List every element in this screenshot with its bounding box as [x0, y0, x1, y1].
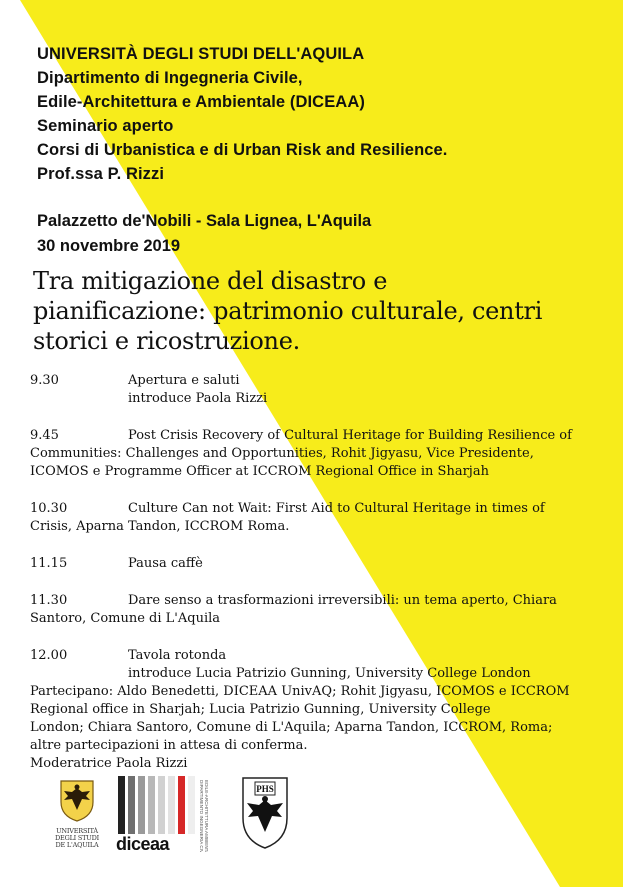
program-text: Tavola rotonda	[128, 648, 227, 663]
program-text: Crisis, Aparna Tandon, ICCROM Roma.	[30, 519, 290, 534]
univaq-logo-text: UNIVERSITÀ	[56, 827, 98, 835]
venue-date: 30 novembre 2019	[37, 237, 181, 255]
venue-block	[37, 209, 371, 259]
title-line: pianificazione: patrimonio culturale, centri	[33, 297, 543, 325]
program-text: Dare senso a trasformazioni irreversibili: un tema aperto, Chiara	[128, 593, 557, 608]
diceaa-wordmark: diceaa	[116, 834, 170, 852]
program-text: Culture Can not Wait: First Aid to Cultural Heritage in times of	[128, 501, 545, 516]
venue-place: Palazzetto de'Nobili - Sala Lignea, L'Aquila	[37, 212, 372, 230]
program-time: 11.30	[30, 593, 68, 608]
program-item	[30, 592, 600, 628]
title-line: Tra mitigazione del disastro e	[33, 267, 388, 295]
phs-seal-logo	[238, 772, 292, 850]
title-line: storici e ricostruzione.	[33, 327, 300, 355]
program-time: 9.45	[30, 428, 59, 443]
program-time: 9.30	[30, 373, 59, 388]
program-item	[30, 427, 600, 481]
program-item	[30, 372, 600, 408]
program-list	[30, 372, 600, 792]
program-text: Santoro, Comune di L'Aquila	[30, 611, 221, 626]
diceaa-bars-icon	[116, 772, 212, 852]
program-text: introduce Paola Rizzi	[128, 391, 268, 406]
univaq-logo-text: DE L'AQUILA	[55, 841, 99, 849]
header-line-department-2: Edile-Architettura e Ambientale (DICEAA)	[37, 93, 365, 111]
program-item	[30, 555, 600, 573]
program-time: 10.30	[30, 501, 68, 516]
header-line-professor: Prof.ssa P. Rizzi	[37, 165, 165, 183]
program-text: Partecipano: Aldo Benedetti, DICEAA UnivAQ; Rohit Jigyasu, ICOMOS e ICCROM	[30, 684, 570, 699]
program-item	[30, 647, 600, 773]
program-text: Post Crisis Recovery of Cultural Heritage for Building Resilience of	[128, 428, 572, 443]
program-text: ICOMOS e Programme Officer at ICCROM Regional Office in Sharjah	[30, 464, 489, 479]
header-line-university: UNIVERSITÀ DEGLI STUDI DELL'AQUILA	[37, 45, 365, 63]
program-text: altre partecipazioni in attesa di conferma.	[30, 738, 308, 753]
program-text: London; Chiara Santoro, Comune di L'Aquila; Aparna Tandon, ICCROM, Roma;	[30, 720, 553, 735]
program-text: introduce Lucia Patrizio Gunning, University College London	[128, 666, 531, 681]
program-text: Apertura e saluti	[128, 373, 240, 388]
univaq-logo	[52, 778, 102, 848]
program-text: Communities: Challenges and Opportunities, Rohit Jigyasu, Vice Presidente,	[30, 446, 534, 461]
header-line-courses: Corsi di Urbanistica e di Urban Risk and Resilience.	[37, 141, 448, 159]
univaq-logo-text: DEGLI STUDI	[55, 834, 99, 842]
diceaa-side-text: EDILE-ARCHITETTURA AMBIENTALE	[204, 780, 209, 852]
eagle-seal-icon	[238, 772, 292, 850]
program-text: Moderatrice Paola Rizzi	[30, 756, 188, 771]
program-time: 12.00	[30, 648, 68, 663]
diceaa-logo	[116, 772, 212, 852]
program-item	[30, 500, 600, 536]
program-text: Pausa caffè	[128, 556, 203, 571]
eagle-shield-icon	[52, 778, 102, 822]
header-line-seminar: Seminario aperto	[37, 117, 174, 135]
seminar-title	[33, 266, 542, 356]
program-text: Regional office in Sharjah; Lucia Patrizio Gunning, University College	[30, 702, 491, 717]
header-line-department: Dipartimento di Ingegneria Civile,	[37, 69, 303, 87]
program-time: 11.15	[30, 556, 68, 571]
phs-seal-text: PHS	[256, 784, 274, 794]
header-block	[37, 42, 448, 186]
diceaa-side-text: DIPARTIMENTO INGEGNERIA CIVILE	[199, 780, 204, 852]
